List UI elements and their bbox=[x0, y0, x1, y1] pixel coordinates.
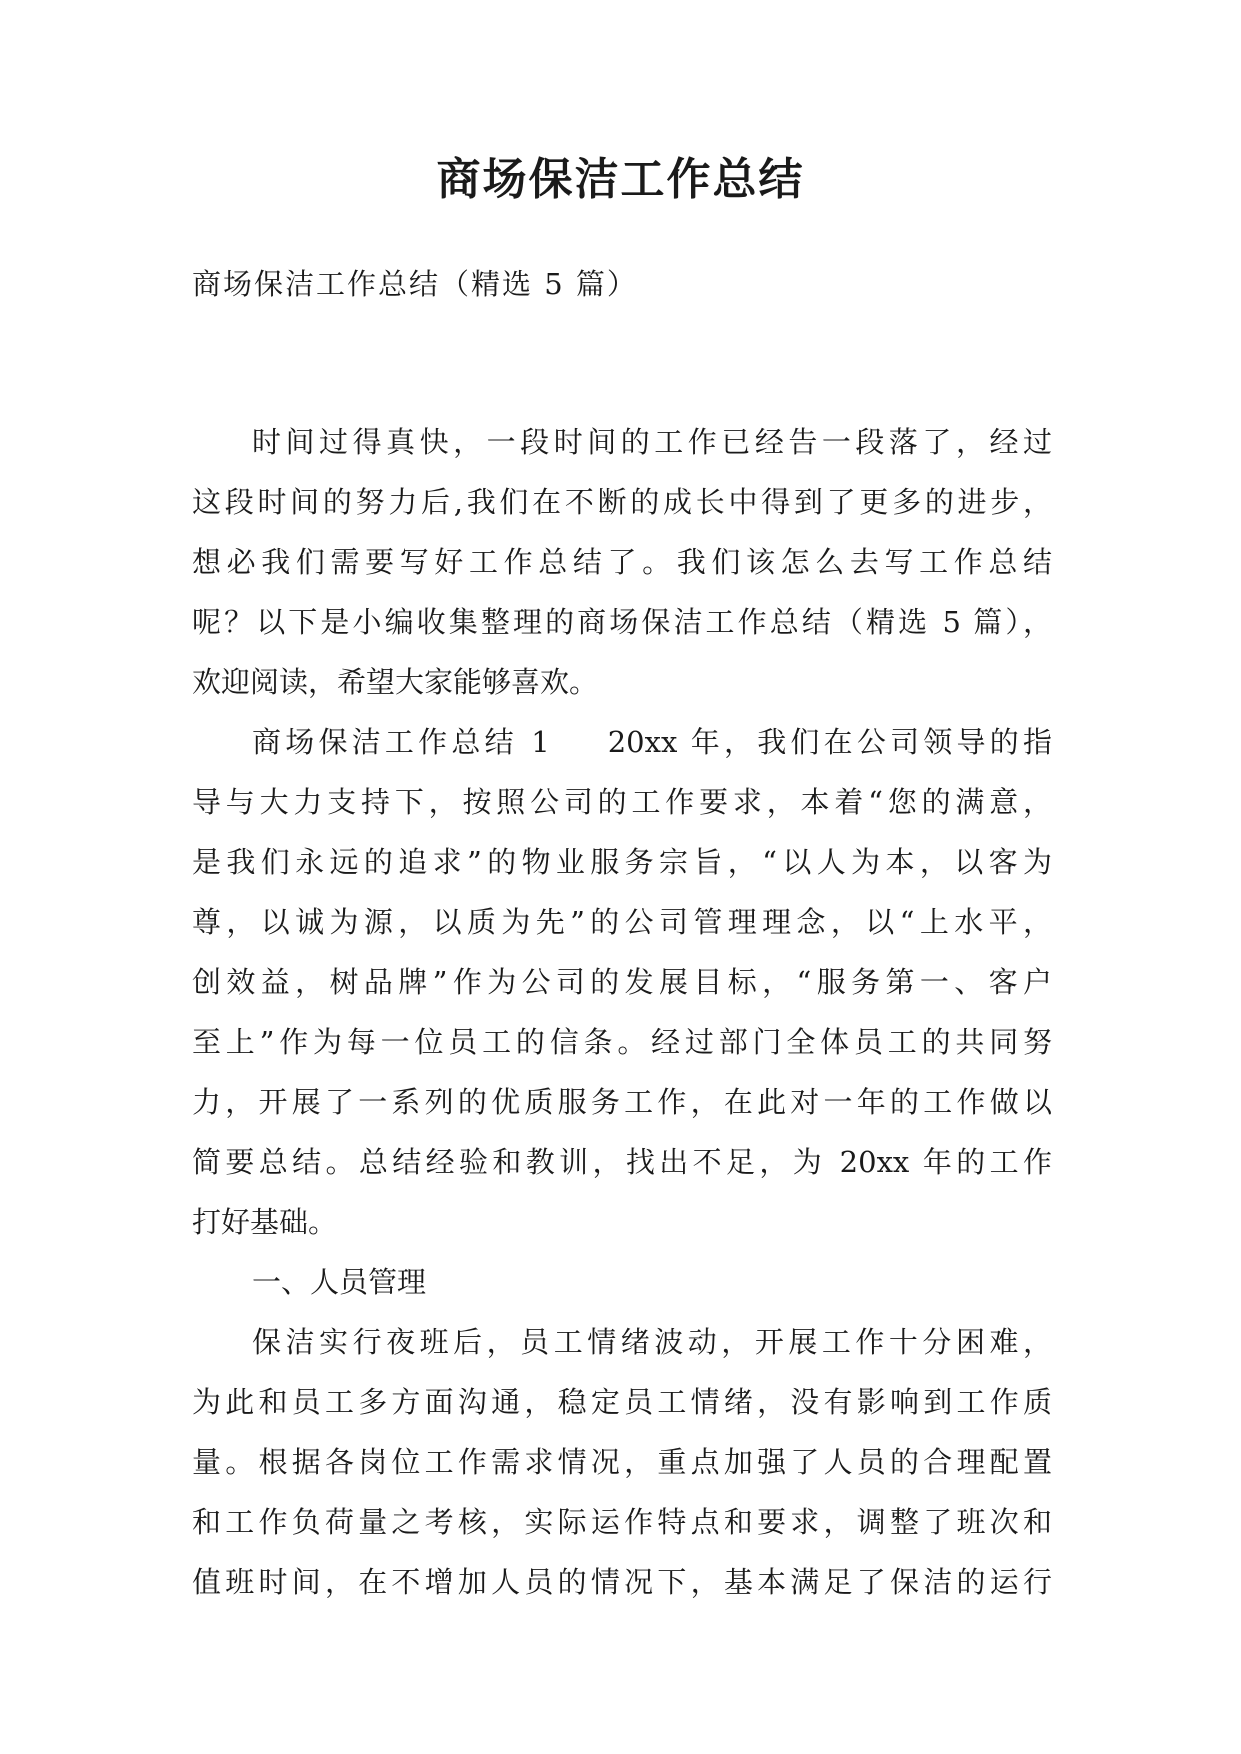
body-line: 简要总结。总结经验和教训，找出不足，为 20xx 年的工作 bbox=[192, 1145, 1052, 1179]
document-subtitle: 商场保洁工作总结（精选 5 篇） bbox=[192, 267, 638, 301]
body-line: 创效益，树品牌”作为公司的发展目标，“服务第一、客户 bbox=[192, 965, 1052, 999]
body-line: 打好基础。 bbox=[192, 1205, 338, 1239]
body-line: 值班时间，在不增加人员的情况下，基本满足了保洁的运行 bbox=[192, 1565, 1052, 1599]
body-line: 欢迎阅读，希望大家能够喜欢。 bbox=[192, 665, 599, 699]
section-heading-1: 商场保洁工作总结 1 bbox=[252, 725, 550, 759]
body-line: 和工作负荷量之考核，实际运作特点和要求，调整了班次和 bbox=[192, 1505, 1052, 1539]
subsection-heading: 一、人员管理 bbox=[252, 1265, 427, 1299]
body-line: 至上”作为每一位员工的信条。经过部门全体员工的共同努 bbox=[192, 1025, 1052, 1059]
body-line: 量。根据各岗位工作需求情况，重点加强了人员的合理配置 bbox=[192, 1445, 1052, 1479]
section-intro: 20xx 年，我们在公司领导的指 bbox=[607, 725, 1052, 759]
body-line: 是我们永远的追求”的物业服务宗旨，“以人为本，以客为 bbox=[192, 845, 1052, 879]
body-line: 呢？以下是小编收集整理的商场保洁工作总结（精选 5 篇）， bbox=[192, 605, 1052, 639]
body-line: 力，开展了一系列的优质服务工作，在此对一年的工作做以 bbox=[192, 1085, 1052, 1119]
body-line: 时间过得真快，一段时间的工作已经告一段落了，经过 bbox=[252, 425, 1052, 459]
document-body bbox=[192, 412, 1052, 1612]
body-line: 这段时间的努力后,我们在不断的成长中得到了更多的进步， bbox=[192, 485, 1052, 519]
body-line: 尊，以诚为源，以质为先”的公司管理理念，以“上水平， bbox=[192, 905, 1052, 939]
document-title: 商场保洁工作总结 bbox=[436, 154, 805, 205]
body-line: 想必我们需要写好工作总结了。我们该怎么去写工作总结 bbox=[192, 545, 1052, 579]
body-line: 保洁实行夜班后，员工情绪波动，开展工作十分困难， bbox=[252, 1325, 1052, 1359]
body-line: 导与大力支持下，按照公司的工作要求，本着“您的满意， bbox=[192, 785, 1052, 819]
body-line-section-start bbox=[192, 712, 1052, 772]
body-line: 为此和员工多方面沟通，稳定员工情绪，没有影响到工作质 bbox=[192, 1385, 1052, 1419]
